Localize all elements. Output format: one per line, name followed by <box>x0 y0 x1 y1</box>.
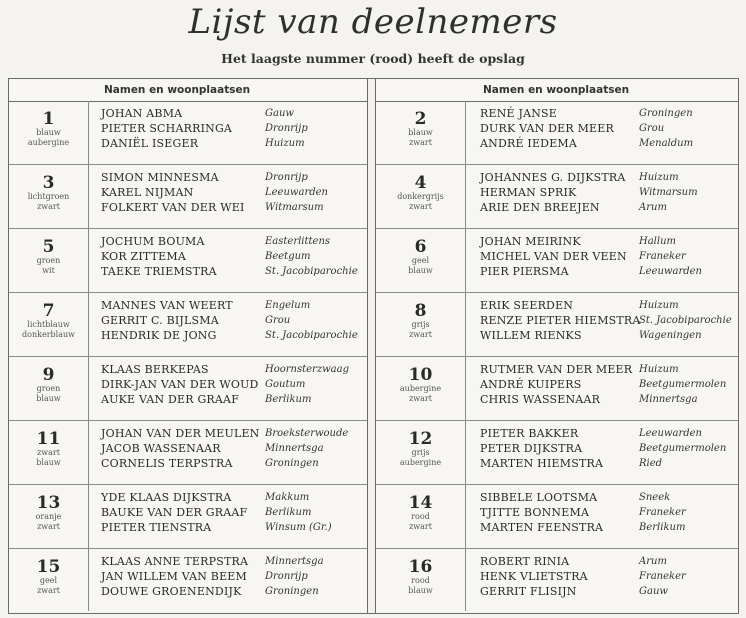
player-places <box>639 426 726 471</box>
team-color-2: zwart <box>409 138 432 147</box>
team-number-cell <box>9 485 89 548</box>
player-name: ERIK SEERDEN <box>480 299 574 312</box>
player-names <box>480 554 588 599</box>
team-number: 6 <box>414 237 427 257</box>
team-number: 4 <box>414 173 427 193</box>
team-row <box>376 101 738 165</box>
player-place: Leeuwarden <box>265 187 328 198</box>
player-place: St. Jacobiparochie <box>265 266 358 277</box>
team-row <box>9 421 367 485</box>
team-row <box>376 549 738 611</box>
player-name: PETER DIJKSTRA <box>480 442 583 455</box>
player-names <box>101 426 260 471</box>
player-places <box>639 362 726 407</box>
player-name: JACOB WASSENAAR <box>101 442 221 455</box>
player-place: Arum <box>639 202 667 213</box>
player-place: Witmarsum <box>265 202 324 213</box>
player-places <box>639 298 732 343</box>
player-places <box>265 106 308 151</box>
player-name: BAUKE VAN DER GRAAF <box>101 506 248 519</box>
player-name: SIMON MINNESMA <box>101 171 219 184</box>
player-name: CHRIS WASSENAAR <box>480 393 601 406</box>
team-number-cell <box>9 101 89 164</box>
player-place: Grou <box>639 123 665 134</box>
team-number: 1 <box>42 109 55 129</box>
player-place: Berlikum <box>265 394 312 405</box>
player-place: Ried <box>639 458 663 469</box>
player-name: JOHAN VAN DER MEULEN <box>101 427 260 440</box>
team-number-cell <box>9 421 89 484</box>
column-header-label: Namen en woonplaatsen <box>483 84 630 96</box>
player-names <box>480 426 603 471</box>
player-name: RUTMER VAN DER MEER <box>480 363 633 376</box>
player-place: Minnertsga <box>265 443 324 454</box>
team-color-1: rood <box>411 512 430 521</box>
team-color-1: lichtgroen <box>27 192 70 201</box>
player-name: GERRIT C. BIJLSMA <box>101 314 219 327</box>
team-number: 7 <box>42 301 55 321</box>
player-name: AUKE VAN DER GRAAF <box>101 393 240 406</box>
player-name: KLAAS BERKEPAS <box>101 363 209 376</box>
player-place: Beetgum <box>265 251 311 262</box>
team-number: 11 <box>36 429 61 449</box>
team-row <box>9 549 367 611</box>
team-color-1: rood <box>411 576 430 585</box>
player-place: Beetgumermolen <box>639 443 727 454</box>
player-names <box>480 490 603 535</box>
player-place: Winsum (Gr.) <box>265 522 332 533</box>
player-name: PIETER TIENSTRA <box>101 521 212 534</box>
player-name: JOCHUM BOUMA <box>101 235 205 248</box>
player-place: Leeuwarden <box>639 266 702 277</box>
player-name: CORNELIS TERPSTRA <box>101 457 233 470</box>
player-place: Broeksterwoude <box>265 428 349 439</box>
player-place: Huizum <box>639 300 679 311</box>
player-place: Groningen <box>639 108 693 119</box>
player-name: MICHEL VAN DER VEEN <box>480 250 627 263</box>
team-row <box>9 229 367 293</box>
team-color-2: wit <box>42 266 55 275</box>
team-color-2: blauw <box>36 394 61 403</box>
team-number-cell <box>376 165 466 228</box>
right-column <box>376 79 738 613</box>
player-place: Groningen <box>265 586 319 597</box>
team-number-cell <box>9 229 89 292</box>
team-row <box>9 485 367 549</box>
team-number-cell <box>376 549 466 611</box>
team-color-1: geel <box>39 576 58 585</box>
column-divider <box>367 79 376 613</box>
player-place: Beetgumermolen <box>639 379 727 390</box>
team-color-2: zwart <box>409 394 432 403</box>
team-row <box>376 165 738 229</box>
team-color-1: grijs <box>411 448 430 457</box>
team-color-1: groen <box>36 384 61 393</box>
team-color-2: blauw <box>408 586 433 595</box>
player-name: GERRIT FLISIJN <box>480 585 577 598</box>
team-number: 14 <box>408 493 433 513</box>
team-color-2: aubergine <box>399 458 442 467</box>
player-name: PIETER BAKKER <box>480 427 579 440</box>
player-name: ANDRÉ KUIPERS <box>480 378 582 391</box>
team-color-2: zwart <box>409 330 432 339</box>
player-place: Gauw <box>265 108 294 119</box>
player-places <box>265 426 348 471</box>
player-places <box>265 234 358 279</box>
participants-table <box>8 78 739 614</box>
player-places <box>265 170 328 215</box>
player-name: MANNES VAN WEERT <box>101 299 233 312</box>
player-names <box>101 362 259 407</box>
player-place: Minnertsga <box>265 556 324 567</box>
player-names <box>480 234 627 279</box>
team-color-1: donkergrijs <box>397 192 444 201</box>
team-number: 13 <box>36 493 61 513</box>
team-color-2: zwart <box>37 522 60 531</box>
player-place: Sneek <box>639 492 671 503</box>
player-place: Franeker <box>639 507 686 518</box>
player-name: HENDRIK DE JONG <box>101 329 217 342</box>
player-name: ANDRÉ IEDEMA <box>480 137 578 150</box>
player-name: RENZE PIETER HIEMSTRA <box>480 314 641 327</box>
player-name: TAEKE TRIEMSTRA <box>101 265 217 278</box>
player-places <box>265 362 349 407</box>
player-name: KLAAS ANNE TERPSTRA <box>101 555 249 568</box>
team-row <box>9 101 367 165</box>
player-names <box>480 362 632 407</box>
team-number-cell <box>9 293 89 356</box>
team-color-1: grijs <box>411 320 430 329</box>
team-number: 12 <box>408 429 433 449</box>
player-name: YDE KLAAS DIJKSTRA <box>101 491 232 504</box>
team-color-2: zwart <box>37 202 60 211</box>
player-names <box>101 490 247 535</box>
player-name: DIRK-JAN VAN DER WOUD <box>101 378 259 391</box>
team-color-1: aubergine <box>399 384 442 393</box>
player-place: Engelum <box>265 300 311 311</box>
team-color-2: blauw <box>408 266 433 275</box>
player-name: DOUWE GROENENDIJK <box>101 585 242 598</box>
team-row <box>9 293 367 357</box>
player-names <box>101 234 217 279</box>
player-places <box>639 554 686 599</box>
player-names <box>101 298 233 343</box>
column-header-label: Namen en woonplaatsen <box>104 84 251 96</box>
player-place: Franeker <box>639 251 686 262</box>
team-color-2: aubergine <box>27 138 70 147</box>
player-names <box>101 170 245 215</box>
player-name: KAREL NIJMAN <box>101 186 194 199</box>
team-row <box>376 421 738 485</box>
player-name: MARTEN FEENSTRA <box>480 521 604 534</box>
player-place: Arum <box>639 556 667 567</box>
player-name: WILLEM RIENKS <box>480 329 582 342</box>
player-place: Wageningen <box>639 330 702 341</box>
player-name: JOHANNES G. DIJKSTRA <box>480 171 626 184</box>
player-name: MARTEN HIEMSTRA <box>480 457 604 470</box>
player-place: Franeker <box>639 571 686 582</box>
player-name: ROBERT RINIA <box>480 555 570 568</box>
player-place: Dronrijp <box>265 123 308 134</box>
player-place: Groningen <box>265 458 319 469</box>
player-place: Menaldum <box>639 138 694 149</box>
player-places <box>265 490 332 535</box>
player-place: Huizum <box>639 364 679 375</box>
team-number-cell <box>9 165 89 228</box>
team-row <box>376 293 738 357</box>
player-place: Huizum <box>639 172 679 183</box>
team-number-cell <box>376 485 466 548</box>
player-place: Hallum <box>639 236 677 247</box>
player-name: HERMAN SPRIK <box>480 186 577 199</box>
team-number-cell <box>9 549 89 611</box>
player-name: JOHAN MEIRINK <box>480 235 581 248</box>
team-color-1: oranje <box>35 512 62 521</box>
player-place: Minnertsga <box>639 394 698 405</box>
player-name: RENÉ JANSE <box>480 107 558 120</box>
team-color-1: lichtblauw <box>27 320 70 329</box>
team-number: 5 <box>42 237 55 257</box>
player-name: PIER PIERSMA <box>480 265 569 278</box>
player-names <box>480 170 626 215</box>
player-names <box>480 298 641 343</box>
player-names <box>101 106 232 151</box>
team-number-cell <box>376 293 466 356</box>
player-name: JOHAN ABMA <box>101 107 183 120</box>
player-place: Dronrijp <box>265 571 308 582</box>
team-color-2: zwart <box>37 586 60 595</box>
player-name: TJITTE BONNEMA <box>480 506 590 519</box>
team-number-cell <box>376 421 466 484</box>
player-place: Goutum <box>265 379 306 390</box>
player-place: Berlikum <box>265 507 312 518</box>
player-names <box>480 106 614 151</box>
team-number: 16 <box>408 557 433 577</box>
team-number-cell <box>376 357 466 420</box>
left-column-header <box>9 79 367 102</box>
player-places <box>639 170 698 215</box>
player-place: Makkum <box>265 492 310 503</box>
player-name: KOR ZITTEMA <box>101 250 187 263</box>
team-row <box>376 357 738 421</box>
team-number: 10 <box>408 365 433 385</box>
team-number-cell <box>376 101 466 164</box>
player-places <box>639 106 693 151</box>
player-places <box>639 490 686 535</box>
right-column-header <box>376 79 738 102</box>
player-name: PIETER SCHARRINGA <box>101 122 233 135</box>
page-subtitle: Het laagste nummer (rood) heeft de opslag <box>221 51 525 66</box>
team-number: 2 <box>414 109 427 129</box>
team-row <box>9 165 367 229</box>
player-name: DURK VAN DER MEER <box>480 122 614 135</box>
team-color-1: geel <box>411 256 430 265</box>
team-row <box>9 357 367 421</box>
player-place: Easterlittens <box>265 236 331 247</box>
team-number-cell <box>376 229 466 292</box>
team-color-2: blauw <box>36 458 61 467</box>
player-name: JAN WILLEM VAN BEEM <box>101 570 247 583</box>
team-number: 8 <box>414 301 427 321</box>
player-place: Witmarsum <box>639 187 698 198</box>
team-color-1: zwart <box>37 448 60 457</box>
team-color-2: zwart <box>409 202 432 211</box>
team-color-1: groen <box>36 256 61 265</box>
player-place: St. Jacobiparochie <box>265 330 358 341</box>
team-row <box>376 229 738 293</box>
player-place: Grou <box>265 315 291 326</box>
player-place: Gauw <box>639 586 668 597</box>
team-number-cell <box>9 357 89 420</box>
player-name: ARIE DEN BREEJEN <box>480 201 600 214</box>
player-name: HENK VLIETSTRA <box>480 570 588 583</box>
team-color-2: zwart <box>409 522 432 531</box>
player-name: SIBBELE LOOTSMA <box>480 491 598 504</box>
player-name: DANIËL ISEGER <box>101 137 199 150</box>
player-names <box>101 554 248 599</box>
player-place: Hoornsterzwaag <box>265 364 349 375</box>
player-places <box>265 554 324 599</box>
team-number: 3 <box>42 173 55 193</box>
team-row <box>376 485 738 549</box>
team-number: 15 <box>36 557 61 577</box>
player-places <box>639 234 702 279</box>
player-place: Leeuwarden <box>639 428 702 439</box>
player-place: St. Jacobiparochie <box>639 315 732 326</box>
team-number: 9 <box>42 365 55 385</box>
player-place: Berlikum <box>639 522 686 533</box>
team-color-1: blauw <box>36 128 61 137</box>
player-place: Dronrijp <box>265 172 308 183</box>
team-color-1: blauw <box>408 128 433 137</box>
page-title: Lijst van deelnemers <box>188 2 558 42</box>
team-color-2: donkerblauw <box>22 330 75 339</box>
player-name: FOLKERT VAN DER WEI <box>101 201 245 214</box>
player-places <box>265 298 358 343</box>
left-column <box>9 79 367 613</box>
player-place: Huizum <box>265 138 305 149</box>
